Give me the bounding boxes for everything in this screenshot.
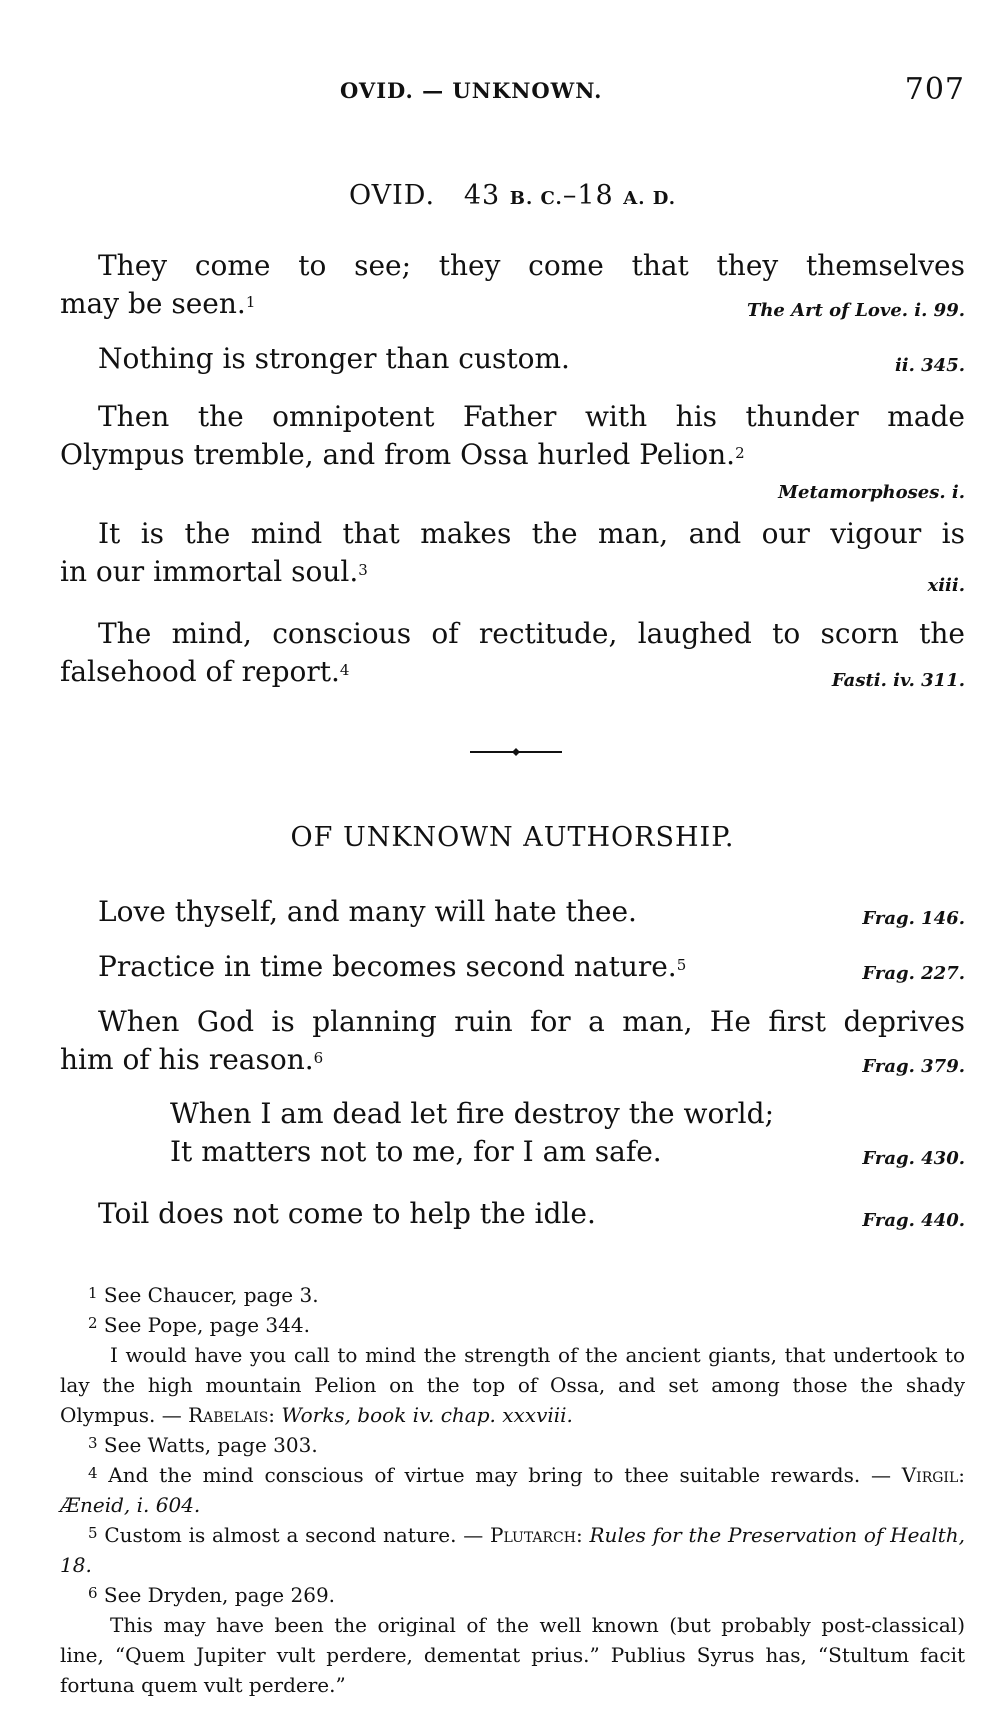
citation: The Art of Love. i. 99. (746, 300, 965, 321)
footnote-5: $^5$ Custom is almost a second nature. — Plutarch: Rules for the Preservation of Health, 18. (60, 1523, 966, 1577)
footnote-text: See Pope, page 344. (103, 1313, 310, 1337)
footnote-author: Plutarch (490, 1523, 576, 1547)
footnote-source: Æneid, i. 604. (60, 1493, 201, 1517)
quote-line: Then the omnipotent Father with his thunder made (98, 400, 965, 433)
footnote-number: 4 (88, 1464, 98, 1482)
quote-line: When God is planning ruin for a man, He first deprives (98, 1005, 965, 1038)
birth-year: 43 (463, 180, 501, 211)
quote-ovid-4 (60, 515, 965, 591)
footnote-2-continued: I would have you call to mind the strength of the ancient giants, that undertook to lay the high mountain Pelion on the top of Ossa, and set among those the shady Olympus. — Rabelais: Works, book iv. chap. xxxviii. (60, 1343, 965, 1427)
unknown-heading: OF UNKNOWN AUTHORSHIP. (290, 822, 735, 853)
footnote-ref[interactable]: 5 (676, 956, 687, 974)
quote-line (60, 553, 965, 591)
footnote-text: See Dryden, page 269. (103, 1583, 336, 1607)
footnote-text: Custom is almost a second nature. — (104, 1523, 491, 1547)
death-year: 18 (577, 180, 614, 211)
footnote-source: Works, book iv. chap. xxxviii. (281, 1403, 573, 1427)
quote-text: him of his reason. (60, 1043, 314, 1076)
quote-line: They come to see; they come that they themselves (98, 249, 965, 282)
footnote-ref[interactable]: 4 (339, 661, 350, 679)
quote-line: Toil does not come to help the idle. (98, 1197, 596, 1230)
quote-text: may be seen. (60, 287, 246, 320)
ovid-heading (60, 180, 965, 211)
footnote-1 (60, 1280, 965, 1310)
quote-line: The mind, conscious of rectitude, laughed to scorn the (98, 617, 965, 650)
citation: xiii. (927, 575, 965, 596)
book-page (60, 0, 965, 1717)
footnote-author: Virgil (901, 1463, 959, 1487)
footnote-4: $^4$ And the mind conscious of virtue may bring to thee suitable rewards. — Virgil: Æneid, i. 604. (60, 1463, 965, 1517)
footnote-source: Rules for the Preservation of Health, 18. (60, 1523, 966, 1577)
quote-line (60, 948, 965, 986)
quote-line: It is the mind that makes the man, and our vigour is (98, 517, 965, 550)
footnote-ref[interactable]: 1 (245, 293, 256, 311)
quote-line (60, 436, 965, 474)
footnote-text: See Chaucer, page 3. (103, 1283, 319, 1307)
footnote-ref[interactable]: 6 (313, 1049, 324, 1067)
citation: Frag. 379. (862, 1056, 965, 1077)
quote-ovid-5 (60, 615, 965, 691)
date-dash: – (562, 180, 578, 211)
footnote-text: See Watts, page 303. (103, 1433, 318, 1457)
section-divider-ornament (470, 748, 562, 756)
citation: Fasti. iv. 311. (831, 670, 965, 691)
quote-line (60, 1041, 965, 1079)
footnote-number: 5 (88, 1524, 98, 1542)
quote-unknown-2 (60, 948, 965, 986)
quote-unknown-5 (60, 1195, 965, 1233)
running-title: OVID. — UNKNOWN. (340, 78, 603, 103)
footnote-2 (60, 1310, 965, 1340)
citation: Frag. 440. (862, 1210, 965, 1231)
footnotes (60, 1280, 965, 1700)
footnote-text: And the mind conscious of virtue may bring to thee suitable rewards. — (108, 1463, 902, 1487)
citation: Metamorphoses. i. (778, 482, 965, 503)
era-bc: B. C. (509, 188, 563, 209)
verse-line: It matters not to me, for I am safe. (170, 1135, 662, 1168)
footnote-text: I would have you call to mind the strength of the ancient giants, that undertook to lay the high mountain Pelion on the top of Ossa, and set among those the shady Olympus. — (60, 1343, 965, 1427)
verse-line: When I am dead let fire destroy the world; (170, 1097, 774, 1130)
footnote-6-continued (60, 1610, 965, 1700)
citation: Frag. 430. (862, 1148, 965, 1169)
footnote-author: Rabelais (188, 1403, 269, 1427)
citation: Frag. 227. (862, 963, 965, 984)
quote-ovid-2 (60, 340, 965, 378)
quote-unknown-3 (60, 1003, 965, 1079)
verse-quote (170, 1095, 774, 1171)
quote-text: Olympus tremble, and from Ossa hurled Pelion. (60, 438, 736, 471)
quote-line: Love thyself, and many will hate thee. (98, 895, 637, 928)
footnote-ref[interactable]: 3 (358, 561, 368, 579)
quote-text: Practice in time becomes second nature. (98, 950, 677, 983)
footnote-number: 6 (88, 1584, 98, 1602)
quote-text: in our immortal soul. (60, 555, 359, 588)
footnote-ref[interactable]: 2 (735, 444, 745, 462)
citation: ii. 345. (894, 355, 965, 376)
running-head (60, 72, 965, 112)
era-ad: A. D. (623, 188, 676, 209)
footnote-number: 3 (88, 1434, 98, 1452)
quote-ovid-3 (60, 398, 965, 474)
footnote-3 (60, 1430, 965, 1460)
footnote-text: This may have been the original of the well known (but probably post-classical) line, “Quem Jupiter vult perdere, dementat prius.” Publius Syrus has, “Stultum facit fortuna quem vult perdere.” (60, 1613, 965, 1697)
quote-unknown-1 (60, 893, 965, 931)
footnote-number: 2 (88, 1314, 98, 1332)
quote-line (60, 653, 965, 691)
author-name: OVID. (348, 180, 436, 211)
page-number: 707 (904, 72, 965, 107)
footnote-6 (60, 1580, 965, 1610)
quote-text: falsehood of report. (60, 655, 340, 688)
quote-line: Nothing is stronger than custom. (98, 342, 570, 375)
citation: Frag. 146. (862, 908, 965, 929)
footnote-number: 1 (88, 1284, 98, 1302)
